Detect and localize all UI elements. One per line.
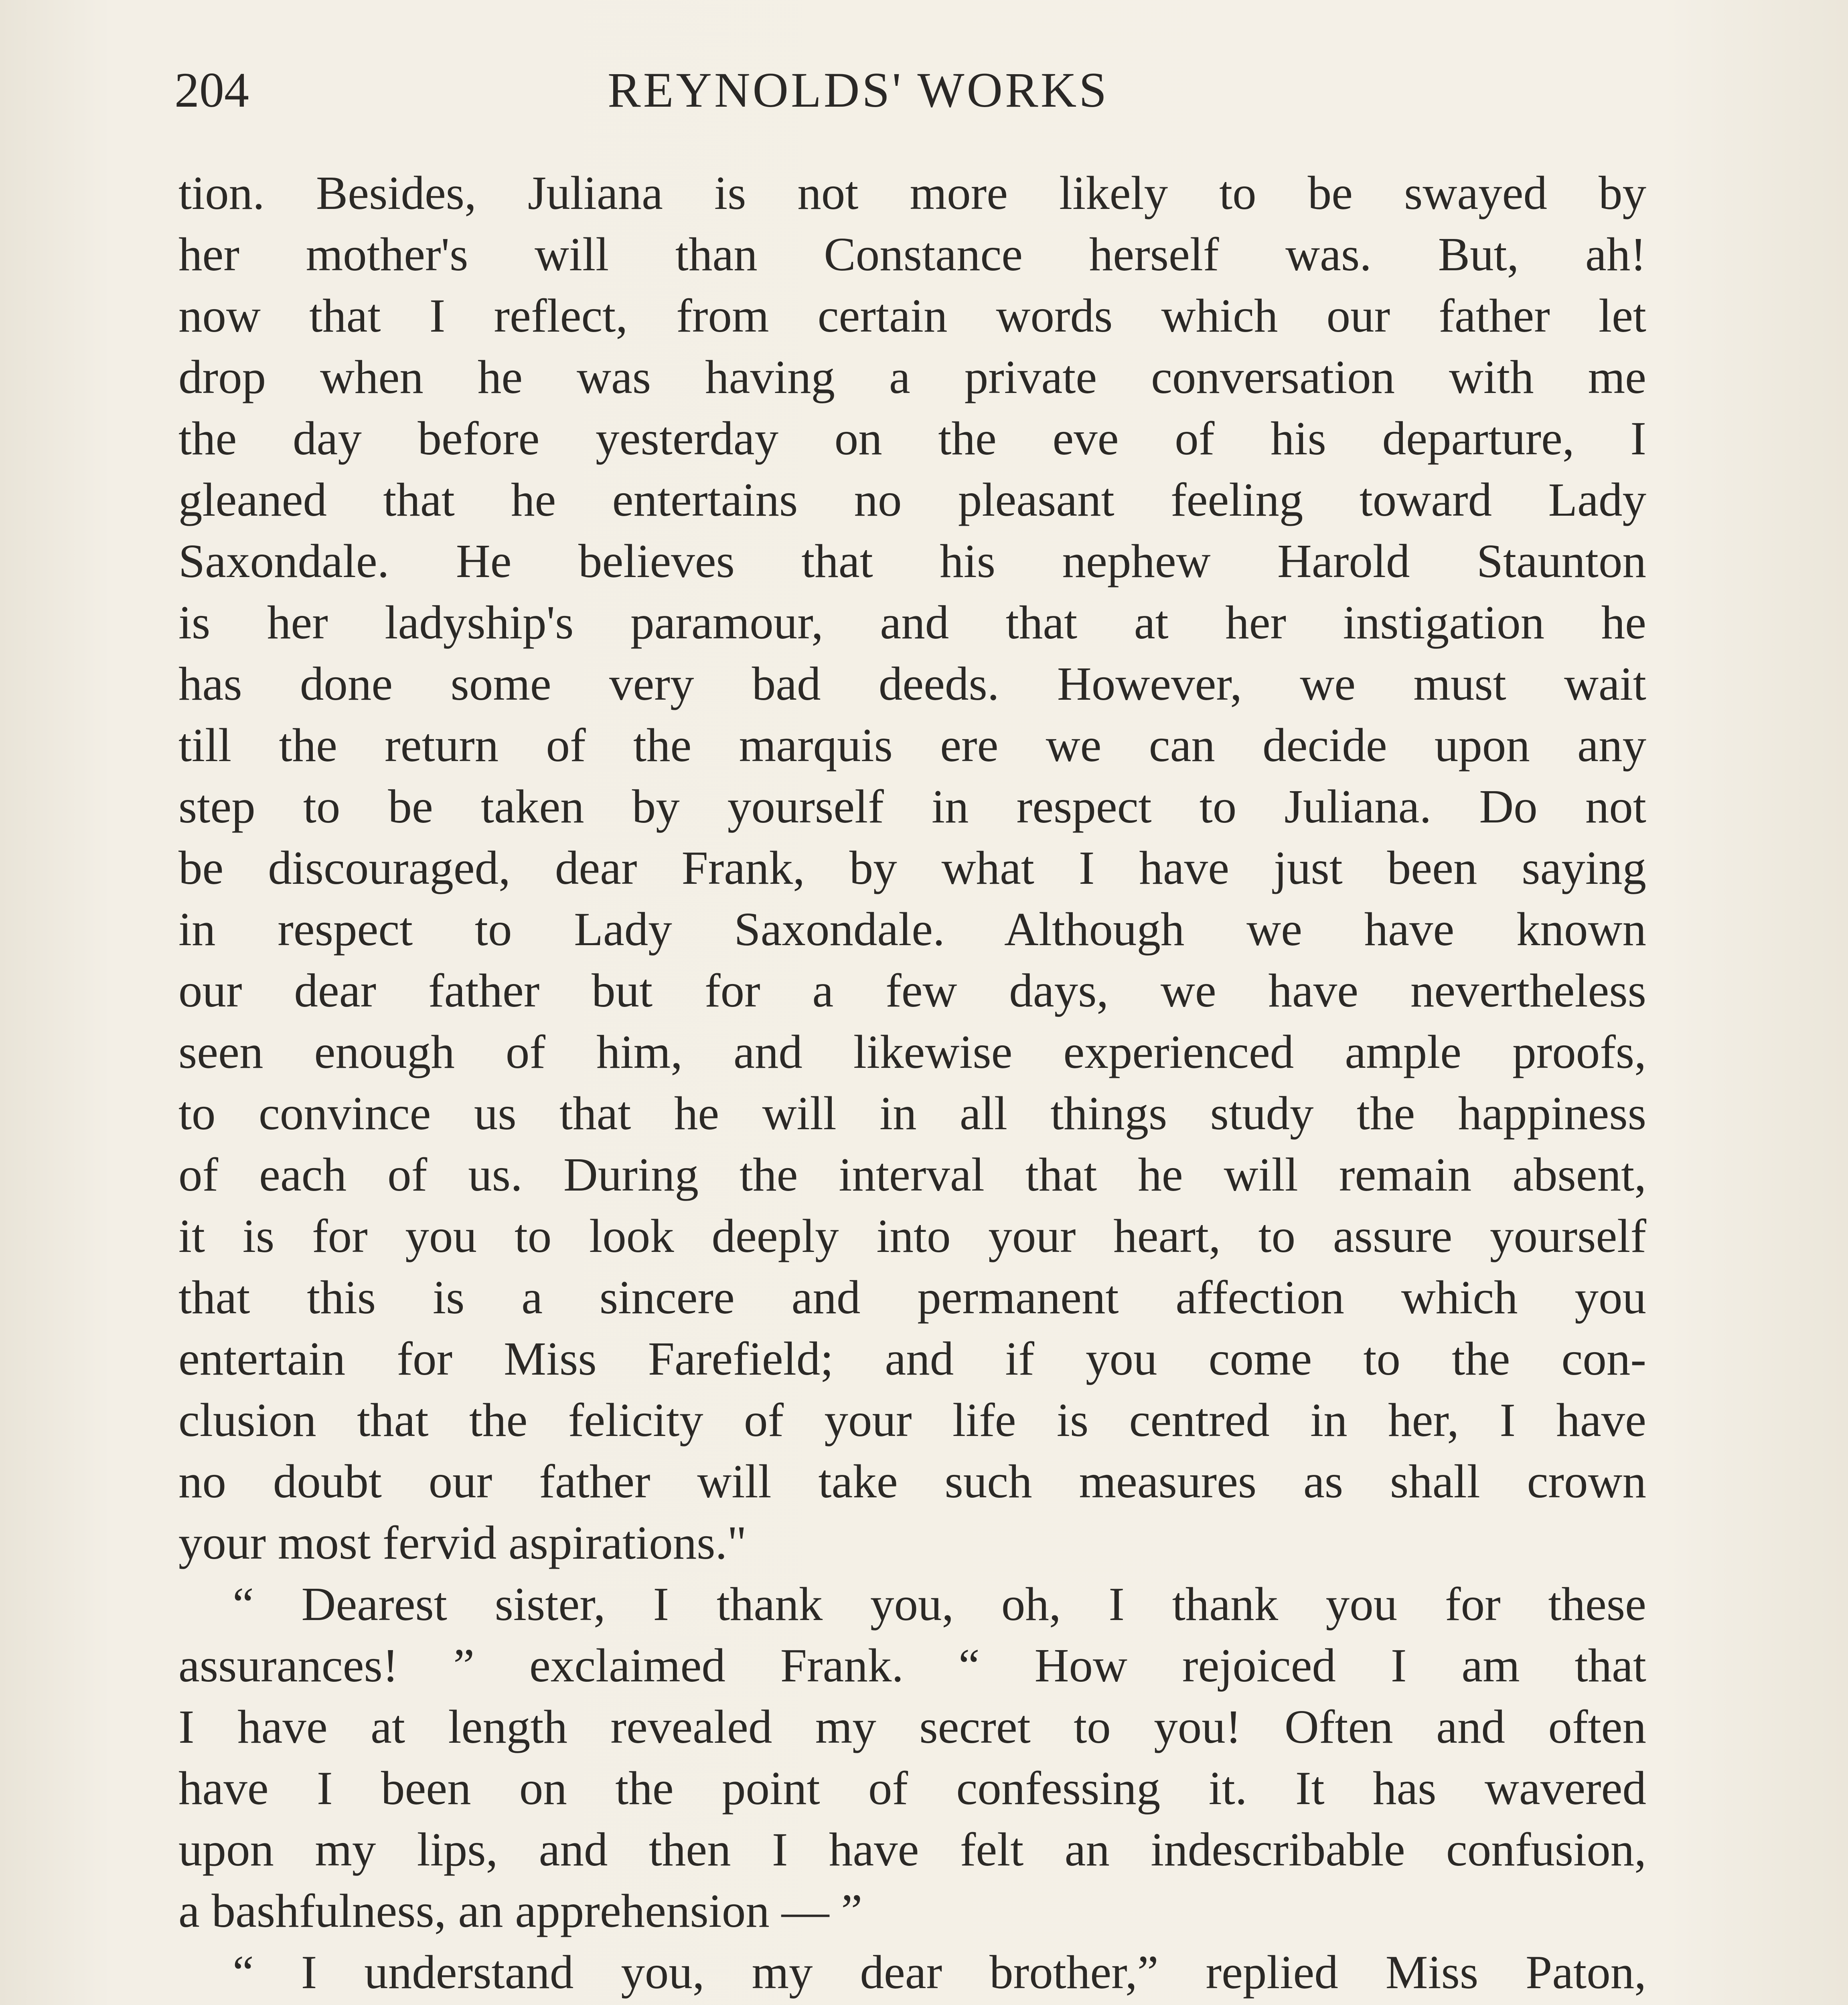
text-line: I have at length revealed my secret to you! Often and often [178,1700,1646,1753]
running-title: REYNOLDS' WORKS [608,63,1109,117]
text-line: drop when he was having a private conversation with me [178,350,1646,403]
text-line: of each of us. During the interval that he will remain absent, [178,1148,1646,1201]
text-line: our dear father but for a few days, we have nevertheless [178,964,1646,1017]
text-line: seen enough of him, and likewise experienced ample proofs, [178,1025,1646,1078]
text-line: till the return of the marquis ere we can decide upon any [178,719,1646,772]
text-line: it is for you to look deeply into your heart, to assure yourself [178,1209,1646,1262]
paragraph [178,1942,1646,2005]
body-text [178,162,1646,2005]
text-line: the day before yesterday on the eve of his departure, I [178,412,1646,465]
text-line: upon my lips, and then I have felt an indescribable confusion, [178,1823,1646,1876]
text-line: tion. Besides, Juliana is not more likely to be swayed by [178,166,1646,219]
text-line: no doubt our father will take such measures as shall crown [178,1455,1646,1508]
text-line: to convince us that he will in all things study the happiness [178,1087,1646,1140]
text-line [178,2003,1646,2005]
text-line: in respect to Lady Saxondale. Although we have known [178,903,1646,956]
text-line: gleaned that he entertains no pleasant feeling toward Lady [178,473,1646,526]
text-line: “ Dearest sister, I thank you, oh, I thank you for these [233,1578,1646,1630]
text-line: a bashfulness, an apprehension — ” [178,1884,863,1937]
text-line: clusion that the felicity of your life is centred in her, I have [178,1393,1646,1446]
text-line: assurances! ” exclaimed Frank. “ How rejoiced I am that [178,1639,1646,1692]
text-line: that this is a sincere and permanent affection which you [178,1271,1646,1324]
text-line: entertain for Miss Farefield; and if you come to the con- [178,1332,1646,1385]
text-line: her mother's will than Constance herself was. But, ah! [178,228,1646,281]
text-line: has done some very bad deeds. However, we must wait [178,657,1646,710]
text-line: your most fervid aspirations." [178,1516,747,1569]
text-line: is her ladyship's paramour, and that at her instigation he [178,596,1646,649]
paragraph [178,162,1646,1574]
text-line: Saxondale. He believes that his nephew Harold Staunton [178,535,1646,587]
text-line: now that I reflect, from certain words which our father let [178,289,1646,342]
text-line: step to be taken by yourself in respect to Juliana. Do not [178,780,1646,833]
text-line: be discouraged, dear Frank, by what I have just been saying [178,841,1646,894]
page-number: 204 [174,63,249,117]
text-line: “ I understand you, my dear brother,” replied Miss Paton, [233,1946,1646,1999]
running-head [174,50,1670,130]
paragraph [178,1574,1646,1942]
text-line: have I been on the point of confessing it. It has wavered [178,1762,1646,1815]
